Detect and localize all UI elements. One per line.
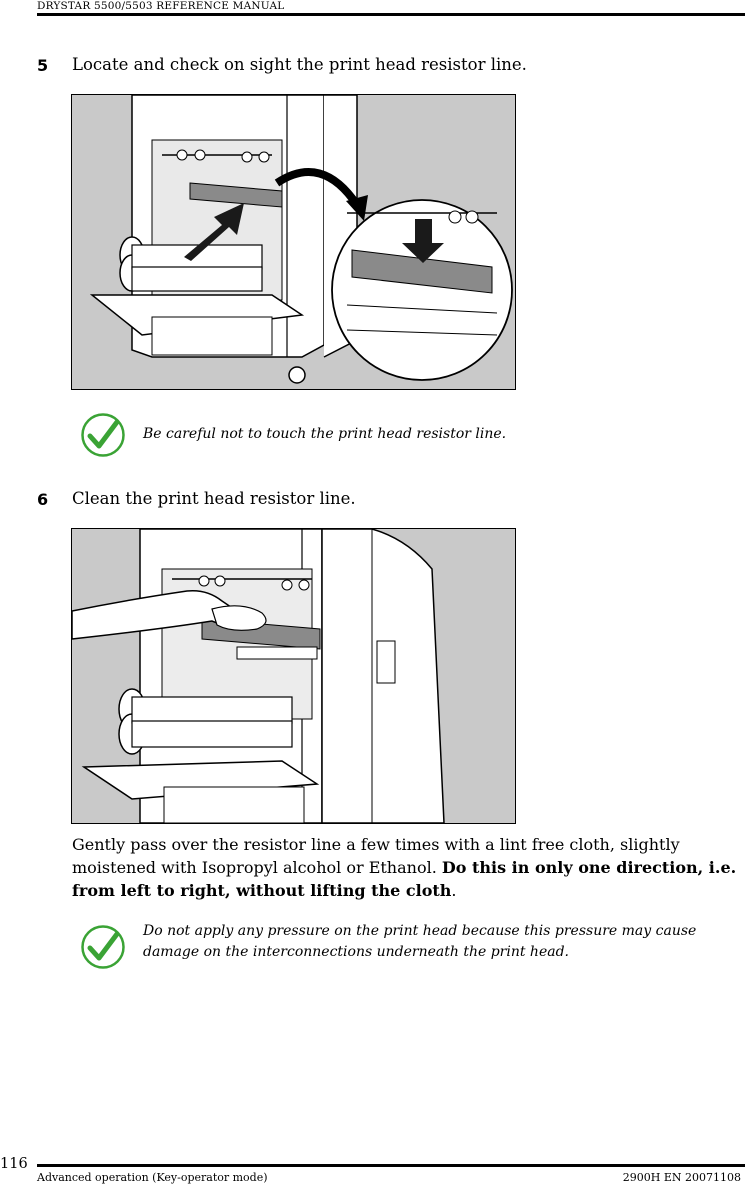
note-caution-text: Be careful not to touch the print head resistor line. [143,426,507,442]
instructions-plain-text: Gently pass over the resistor line a few times with a lint free cloth, slightly moistened with Isopropyl alcohol or Ethanol. [72,835,680,877]
note-pressure-text: Do not apply any pressure on the print head because this pressure may cause damage on the interconnections underneath the print head. [143,923,697,960]
footer-section: Advanced operation (Key-operator mode) [37,1171,268,1184]
step-6-text: Clean the print head resistor line. [72,489,356,508]
running-header: DRYSTAR 5500/5503 REFERENCE MANUAL [37,0,285,12]
footer-doc-id: 2900H EN 20071108 [622,1171,741,1184]
footer-rule [37,1164,745,1167]
instructions-emphasis: Do this in only one direction, i.e. from left to right, without lifting the cloth [72,858,737,900]
page-number: 116 [0,1156,28,1172]
step-5-number: 5 [37,56,49,75]
checkmark-icon [80,412,126,458]
figure-cleaning-print-head [71,528,516,824]
step-5-text: Locate and check on sight the print head resistor line. [72,55,527,74]
instructions-end: . [451,881,457,900]
header-rule [37,13,745,16]
figure-printer-head-location [71,94,516,390]
cleaning-instructions [72,833,742,902]
step-6-number: 6 [37,490,49,509]
checkmark-icon [80,924,126,970]
